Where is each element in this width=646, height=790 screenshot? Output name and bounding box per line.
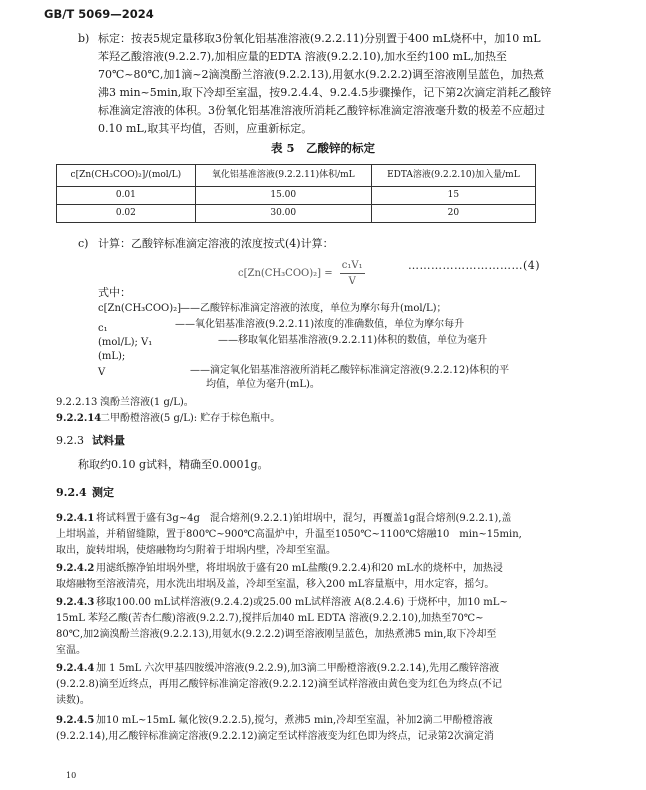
table-header-cell: 氧化铝基准溶液(9.2.2.11)体积/mL	[195, 165, 371, 187]
def-symbol: (mL);	[98, 351, 126, 362]
formula-numerator: c₁V₁	[340, 258, 365, 274]
section-line: 上坩埚盖，并稍留缝隙，置于800℃~900℃高温炉中，升温至1050℃~1100℃熔融10 min~15min,	[56, 529, 522, 540]
section-number: 9.2.4.3	[56, 597, 95, 608]
section-line: 读数)。	[56, 695, 90, 706]
table-header-cell: c[Zn(CH₃COO)₂]/(mol/L)	[57, 165, 196, 187]
section-number: 9.2.4.4	[56, 663, 95, 674]
table-row	[57, 187, 536, 205]
section-line: (9.2.2.8)滴至近终点，再用乙酸锌标准滴定溶液(9.2.2.12)滴至试样溶液由黄色变为红色为终点(不记	[56, 679, 502, 690]
formula-lhs: c[Zn(CH₃COO)₂] =	[238, 268, 333, 279]
def-symbol: c[Zn(CH₃COO)₂]	[98, 303, 182, 314]
section-number: 9.2.4.1	[56, 513, 95, 524]
item-b-line: 标定：按表5规定量移取3份氧化铝基准溶液(9.2.2.11)分别置于400 mL烧杯中，加10 mL	[98, 32, 541, 45]
section-title: 试料量	[92, 434, 125, 447]
item-b-line: 苯羟乙酸溶液(9.2.2.7),加相应量的EDTA 溶液(9.2.2.10),加水至约100 mL,加热至	[98, 50, 507, 63]
table-cell: 30.00	[195, 205, 371, 223]
item-c-label: c)	[78, 237, 89, 250]
section-line: 加10 mL~15mL 氟化铵(9.2.2.5),搅匀，煮沸5 min,冷却至室温，补加2滴二甲酚橙溶液	[96, 715, 493, 726]
item-c-text: 计算：乙酸锌标准滴定溶液的浓度按式(4)计算：	[98, 237, 334, 250]
item-b-line: 标准滴定溶液的体积。3份氧化铝基准溶液所消耗乙酸锌标准滴定溶液毫升数的极差不应超过	[98, 104, 545, 117]
section-number: 9.2.3	[56, 434, 84, 447]
section-text: 二甲酚橙溶液(5 g/L): 贮存于棕色瓶中。	[100, 413, 281, 424]
where-label: 式中：	[98, 286, 131, 299]
formula-denominator: V	[348, 276, 356, 287]
section-line: 用滤纸擦净铂坩埚外壁，将坩埚放于盛有20 mL盐酸(9.2.2.4)和20 mL水的烧杯中，加热浸	[96, 563, 503, 574]
section-line: 80℃,加2滴溴酚兰溶液(9.2.2.13),用氨水(9.2.2.2)调至溶液刚呈蓝色，加热煮沸5 min,取下冷却至	[56, 629, 497, 640]
def-text: 均值，单位为毫升(mL)。	[206, 379, 320, 390]
section-number: 9.2.2.13	[56, 397, 98, 408]
section-number: 9.2.4.5	[56, 715, 95, 726]
section-line: 取出，旋转坩埚，使熔融物均匀附着于坩埚内壁，冷却至室温。	[56, 545, 336, 556]
table-header-row	[57, 165, 536, 187]
section-number: 9.2.2.14	[56, 413, 102, 424]
formula-fraction	[340, 258, 365, 289]
table-cell: 20	[371, 205, 535, 223]
formula-4	[238, 258, 365, 289]
page-number: 10	[66, 771, 77, 780]
section-line: 加 1 5mL 六次甲基四胺缓冲溶液(9.2.2.9),加3滴二甲酚橙溶液(9.2.2.14),先用乙酸锌溶液	[96, 663, 500, 674]
table-cell: 15.00	[195, 187, 371, 205]
table-title: 表 5 乙酸锌的标定	[270, 141, 375, 155]
item-b-label: b)	[78, 32, 90, 45]
equation-number: …………………………(4)	[408, 259, 541, 272]
section-number: 9.2.4	[56, 486, 87, 499]
section-line: 取熔融物至溶液清亮，用水洗出坩埚及盖，冷却至室温，移入200 mL容量瓶中，用水定容，摇匀。	[56, 579, 495, 590]
table-cell: 15	[371, 187, 535, 205]
section-title: 测定	[92, 486, 114, 499]
def-text: ——移取氧化铝基准溶液(9.2.2.11)体积的数值，单位为毫升	[218, 335, 488, 346]
def-text: ——氧化铝基准溶液(9.2.2.11)浓度的准确数值，单位为摩尔每升	[175, 319, 465, 330]
table-cell: 0.01	[57, 187, 196, 205]
item-b-line: 70℃~80℃,加1滴~2滴溴酚兰溶液(9.2.2.13),用氨水(9.2.2.2)调至溶液刚呈蓝色，加热煮	[98, 68, 545, 81]
def-symbol: (mol/L); V₁	[98, 337, 153, 348]
section-line: (9.2.2.14),用乙酸锌标准滴定溶液(9.2.2.12)滴定至试样溶液变为红色即为终点，记录第2次滴定消	[56, 731, 494, 742]
section-line: 将试料置于盛有3g~4g 混合熔剂(9.2.2.1)铂坩埚中，混匀，再覆盖1g混合熔剂(9.2.2.1),盖	[96, 513, 512, 524]
section-text: 称取约0.10 g试料，精确至0.0001g。	[78, 458, 269, 471]
def-symbol: c₁	[98, 323, 108, 334]
standard-header: GB/T 5069—2024	[44, 7, 154, 21]
item-b-line: 0.10 mL,取其平均值，否则，应重新标定。	[98, 122, 313, 135]
table-header-cell: EDTA溶液(9.2.2.10)加入量/mL	[371, 165, 535, 187]
def-text: ——滴定氧化铝基准溶液所消耗乙酸锌标准滴定溶液(9.2.2.12)体积的平	[190, 365, 510, 376]
section-line: 室温。	[56, 645, 86, 656]
item-b-line: 沸3 min~5min,取下冷却至室温，按9.2.4.4、9.2.4.5步骤操作，记下第2次滴定消耗乙酸锌	[98, 86, 552, 99]
table-row	[57, 205, 536, 223]
calibration-table	[56, 164, 536, 223]
section-line: 移取100.00 mL试样溶液(9.2.4.2)或25.00 mL试样溶液 A(8.2.4.6) 于烧杯中，加10 mL~	[96, 597, 508, 608]
def-symbol: V	[98, 367, 106, 378]
def-text: ——乙酸锌标准滴定溶液的浓度，单位为摩尔每升(mol/L)；	[180, 303, 447, 314]
section-number: 9.2.4.2	[56, 563, 95, 574]
section-text: 溴酚兰溶液(1 g/L)。	[100, 397, 194, 408]
section-line: 15mL 苯羟乙酸(苦杏仁酸)溶液(9.2.2.7),搅拌后加40 mL EDTA 溶液(9.2.2.10),加热至70℃~	[56, 613, 484, 624]
table-cell: 0.02	[57, 205, 196, 223]
